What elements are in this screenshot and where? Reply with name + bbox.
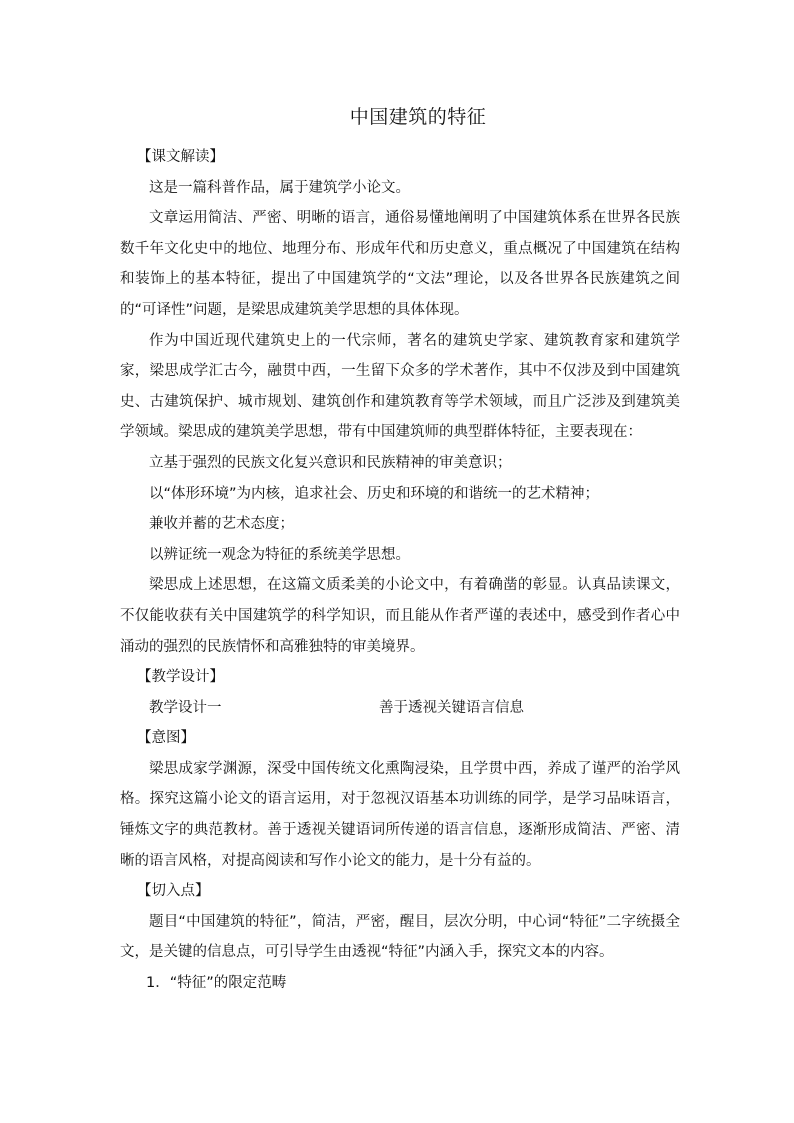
paragraph-yitu-1: 梁思成家学渊源，深受中国传统文化熏陶浸染，且学贯中西，养成了谨严的治学风格。探究这篇小论文的语言运用，对于忽视汉语基本功训练的同学，是学习品味语言，锤炼文字的典范教材。善于透视关键语词所传递的语言信息，逐渐形成简洁、严密、清晰的语言风格，对提高阅读和写作小论文的能力，是十分有益的。 <box>120 760 680 869</box>
aesthetic-point-4: 以辨证统一观念为特征的系统美学思想。 <box>149 546 410 563</box>
paragraph-kewen-1: 这是一篇科普作品，属于建筑学小论文。 <box>149 179 410 196</box>
paragraph-kewen-4: 梁思成上述思想，在这篇文质柔美的小论文中，有着确凿的彰显。认真品读课文，不仅能收获有关中国建筑学的科学知识，而且能从作者严谨的表述中，感受到作者心中涌动的强烈的民族情怀和高雅独特的审美境界。 <box>120 577 680 655</box>
paragraph-kewen-2: 文章运用简洁、严密、明晰的语言，通俗易懂地阐明了中国建筑体系在世界各民族数千年文化史中的地位、地理分布、形成年代和历史意义，重点概况了中国建筑在结构和装饰上的基本特征，提出了中国建筑学的“文法”理论，以及各世界各民族建筑之间的“可译性”问题，是梁思成建筑美学思想的具体体现。 <box>120 210 680 318</box>
section-heading-jiaoxue: 【教学设计】 <box>137 669 224 686</box>
aesthetic-point-2: 以“体形环境”为内核，追求社会、历史和环境的和谐统一的艺术精神； <box>149 485 600 502</box>
aesthetic-point-3: 兼收并蓄的艺术态度； <box>149 516 294 533</box>
aesthetic-point-1: 立基于强烈的民族文化复兴意识和民族精神的审美意识； <box>149 454 512 471</box>
design-row <box>120 693 680 724</box>
section-heading-qierudian: 【切入点】 <box>137 883 210 900</box>
paragraph-qierudian-1: 题目“中国建筑的特征”，简洁，严密，醒目，层次分明，中心词“特征”二字统摄全文，是关键的信息点，可引导学生由透视“特征”内涵入手，探究文本的内容。 <box>120 913 680 961</box>
numbered-item-1: 1．“特征”的限定范畴 <box>146 975 287 992</box>
document-body <box>120 142 680 999</box>
design-label: 教学设计一 <box>149 699 222 716</box>
design-topic: 善于透视关键语言信息 <box>379 699 524 716</box>
document-title: 中国建筑的特征 <box>349 106 487 128</box>
paragraph-kewen-3: 作为中国近现代建筑史上的一代宗师，著名的建筑史学家、建筑教育家和建筑学家，梁思成学汇古今，融贯中西，一生留下众多的学术著作，其中不仅涉及到中国建筑史、古建筑保护、城市规划、建筑创作和建筑教育等学术领域，而且广泛涉及到建筑美学领域。梁思成的建筑美学思想，带有中国建筑师的典型群体特征，主要表现在： <box>120 332 680 441</box>
section-heading-kewen: 【课文解读】 <box>137 149 224 165</box>
section-heading-yitu: 【意图】 <box>137 730 195 747</box>
